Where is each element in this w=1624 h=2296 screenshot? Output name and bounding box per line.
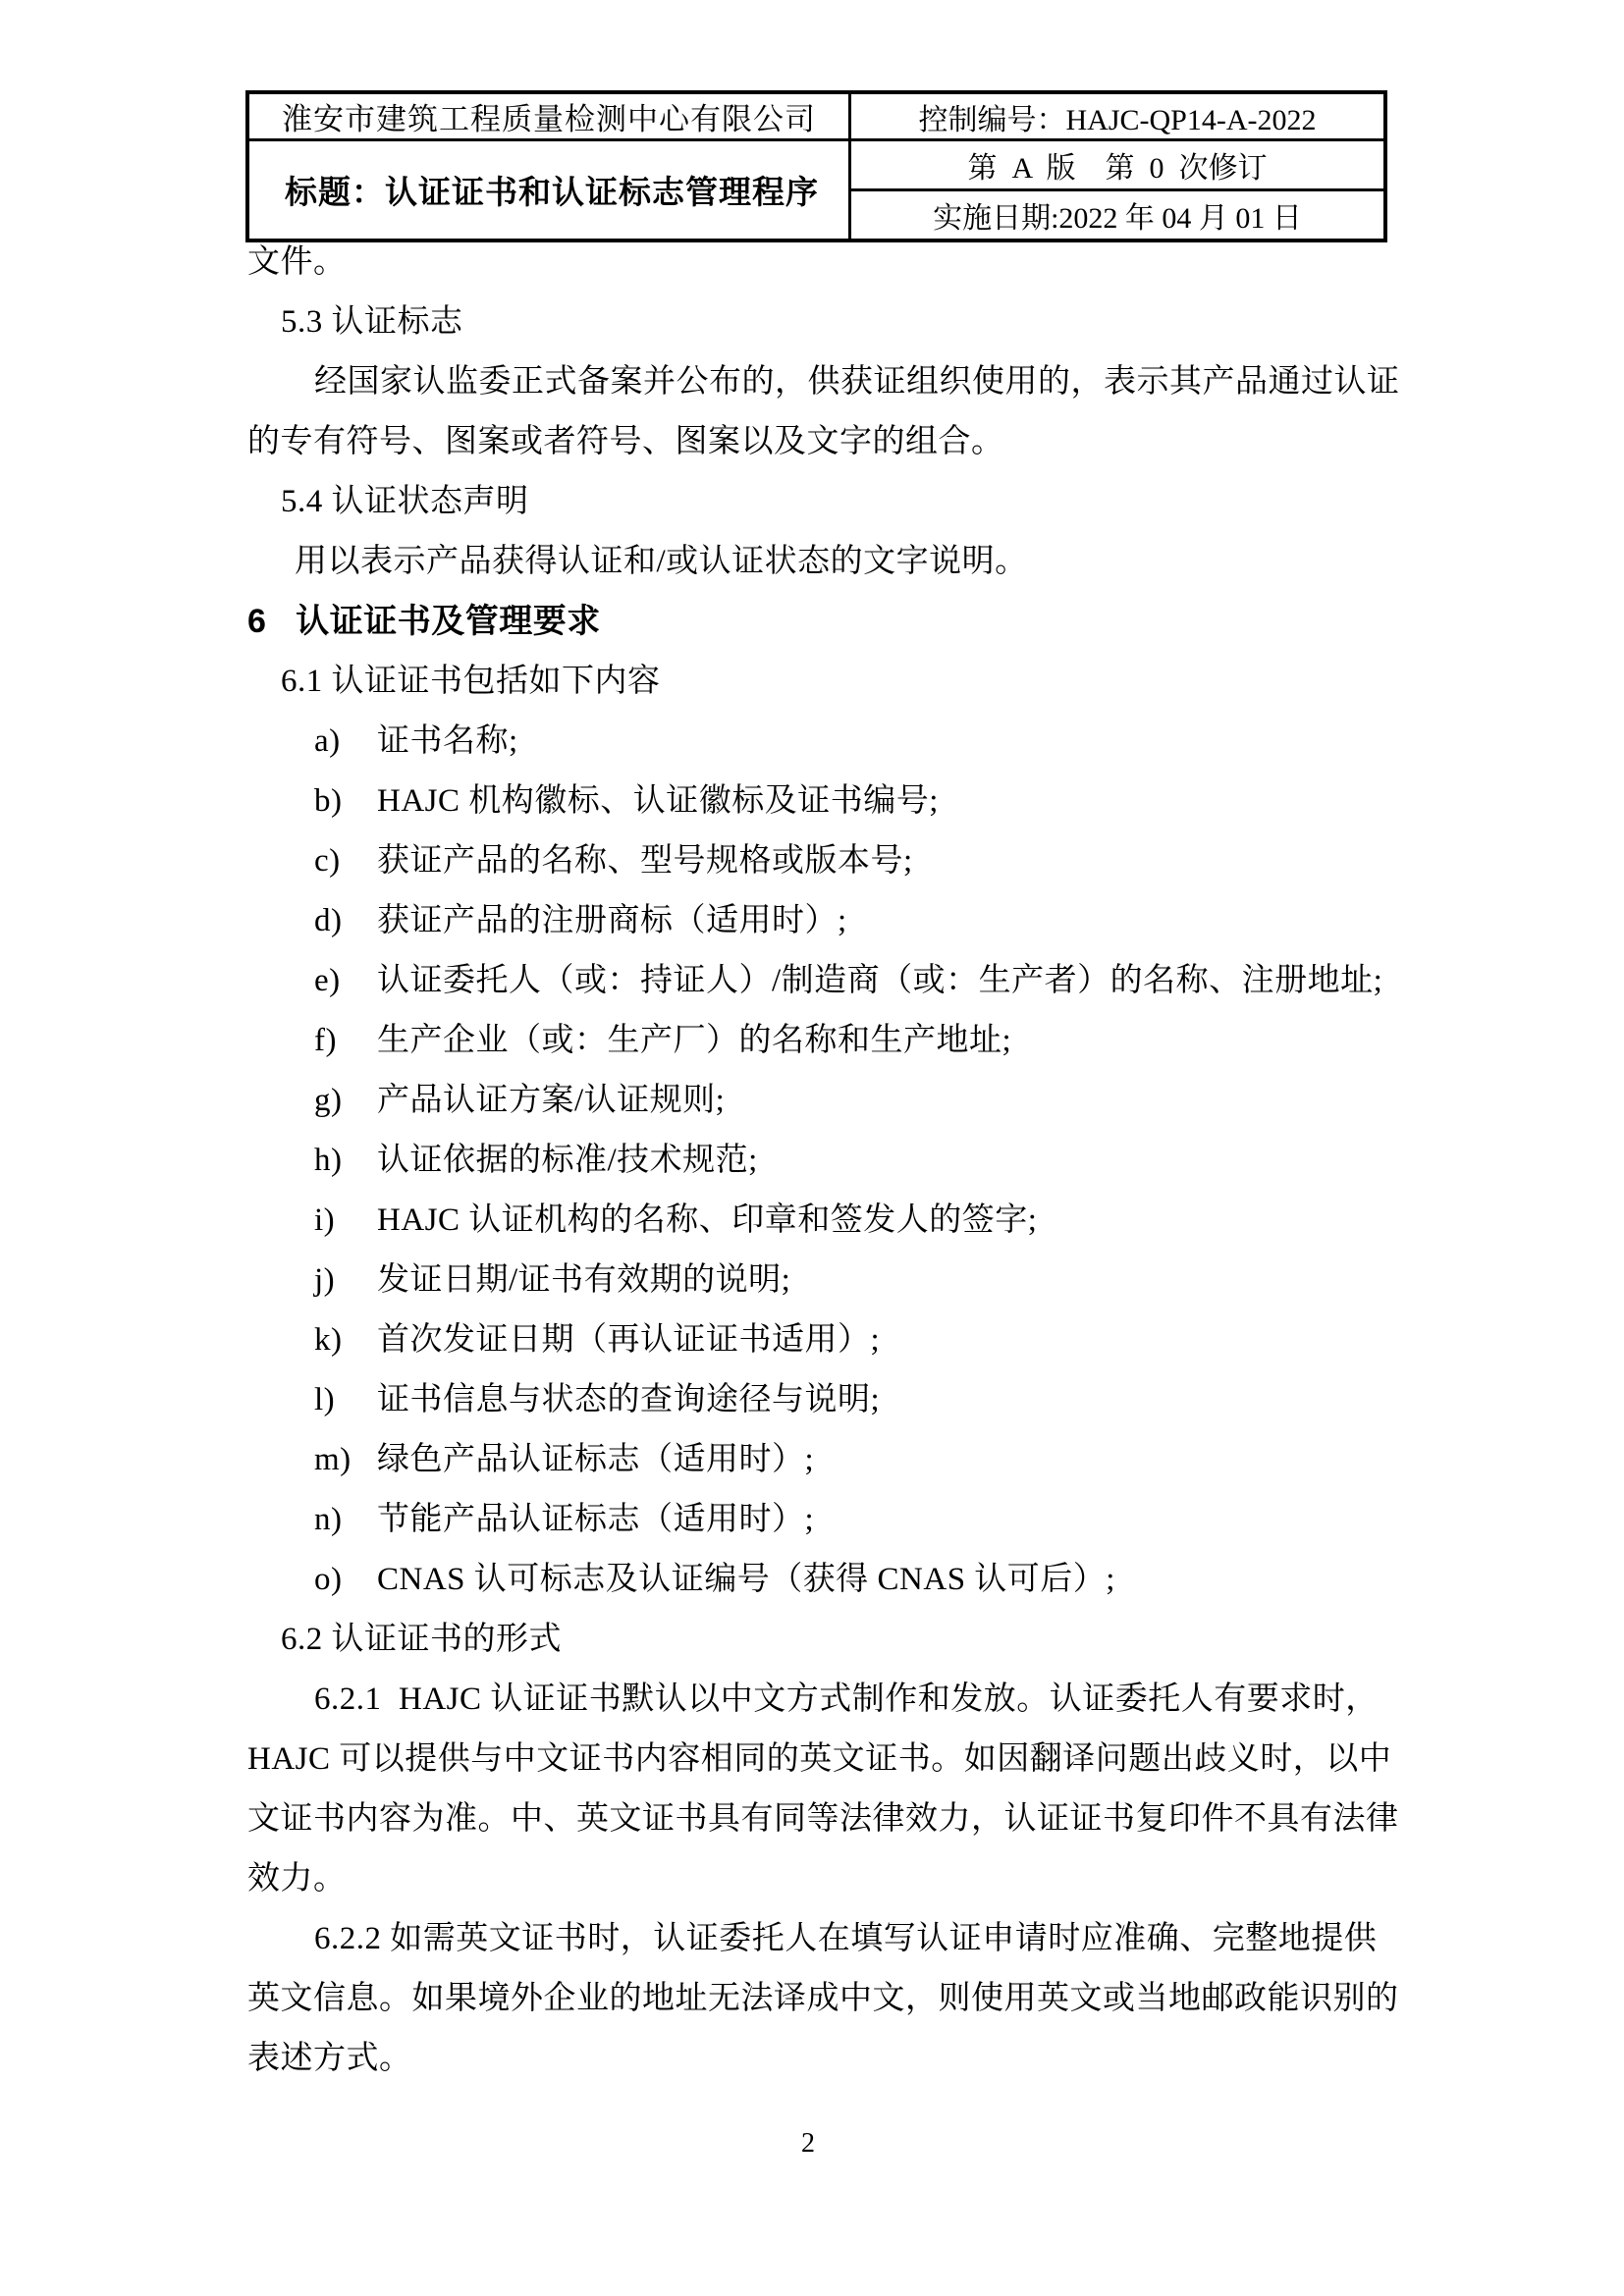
list-item	[314, 721, 518, 762]
revision-info: 第 A 版 第 0 次修订	[850, 140, 1386, 190]
list-item-letter: n)	[314, 1502, 343, 1537]
list-item-text: 发证日期/证书有效期的说明;	[377, 1262, 791, 1298]
list-item	[314, 1559, 1115, 1600]
text-line: 6.2.1 HAJC 认证证书默认以中文方式制作和发放。认证委托人有要求时，	[314, 1682, 1379, 1717]
list-item	[314, 1259, 790, 1301]
list-item-text: 获证产品的注册商标（适用时）;	[377, 903, 847, 938]
list-item-text: 证书名称;	[377, 723, 518, 759]
list-item	[314, 1379, 880, 1420]
list-item-letter: c)	[314, 843, 341, 879]
list-item-text: 产品认证方案/认证规则;	[377, 1083, 726, 1118]
list-item-text: 证书信息与状态的查询途径与说明;	[377, 1382, 881, 1417]
list-item	[314, 1140, 758, 1181]
list-item-text: 绿色产品认证标志（适用时）;	[377, 1442, 815, 1477]
control-number: 控制编号：HAJC-QP14-A-2022	[850, 92, 1386, 140]
implementation-date: 实施日期:2022 年 04 月 01 日	[850, 190, 1386, 241]
document-title: 标题：认证证书和认证标志管理程序	[247, 140, 850, 241]
list-item-letter: k)	[314, 1322, 343, 1358]
list-item	[314, 1439, 814, 1480]
list-item-text: 节能产品认证标志（适用时）;	[377, 1502, 815, 1537]
list-item-letter: j)	[314, 1262, 336, 1298]
list-item-letter: i)	[314, 1202, 336, 1238]
list-item	[314, 1080, 725, 1121]
text-line: 效力。	[247, 1861, 347, 1896]
list-item-letter: f)	[314, 1023, 337, 1058]
text-line: 表述方式。	[247, 2041, 412, 2076]
list-item-letter: d)	[314, 903, 343, 938]
list-item	[314, 840, 913, 881]
text-line: 用以表示产品获得认证和/或认证状态的文字说明。	[295, 544, 1028, 579]
text-line: 经国家认监委正式备案并公布的，供获证组织使用的，表示其产品通过认证	[314, 364, 1400, 400]
list-item-text: 生产企业（或：生产厂）的名称和生产地址;	[377, 1023, 1012, 1058]
header-table	[245, 90, 1387, 242]
list-item-letter: l)	[314, 1382, 336, 1417]
list-item-text: 认证依据的标准/技术规范;	[377, 1143, 758, 1178]
list-item	[314, 1020, 1011, 1061]
list-item	[314, 1319, 880, 1361]
list-item-text: HAJC 认证机构的名称、印章和签发人的签字;	[377, 1202, 1038, 1238]
text-line: 6.1 认证证书包括如下内容	[281, 664, 661, 699]
company-name: 淮安市建筑工程质量检测中心有限公司	[247, 92, 850, 140]
text-line: 6.2.2 如需英文证书时，认证委托人在填写认证申请时应准确、完整地提供	[314, 1921, 1378, 1956]
list-item-text: 认证委托人（或：持证人）/制造商（或：生产者）的名称、注册地址;	[377, 963, 1383, 998]
list-item-letter: b)	[314, 783, 343, 819]
list-item-letter: e)	[314, 963, 341, 998]
list-item-letter: m)	[314, 1442, 352, 1477]
list-item	[314, 1200, 1037, 1241]
list-item-letter: a)	[314, 723, 341, 759]
list-item-text: 首次发证日期（再认证证书适用）;	[377, 1322, 881, 1358]
text-line: 的专有符号、图案或者符号、图案以及文字的组合。	[247, 424, 1004, 459]
list-item-letter: o)	[314, 1562, 343, 1597]
text-line: 文件。	[247, 244, 347, 280]
list-item	[314, 1499, 814, 1540]
list-item-text: 获证产品的名称、型号规格或版本号;	[377, 843, 913, 879]
text-line: 英文信息。如果境外企业的地址无法译成中文，则使用英文或当地邮政能识别的	[247, 1981, 1399, 2016]
page-number: 2	[801, 2128, 815, 2159]
list-item-letter: g)	[314, 1083, 343, 1118]
text-line: 文证书内容为准。中、英文证书具有同等法律效力，认证证书复印件不具有法律	[247, 1801, 1399, 1837]
list-item	[314, 780, 939, 822]
text-line: 6.2 认证证书的形式	[281, 1622, 562, 1657]
text-line: HAJC 可以提供与中文证书内容相同的英文证书。如因翻译问题出歧义时，以中	[247, 1741, 1392, 1777]
list-item	[314, 900, 847, 941]
section-heading: 6 认证证书及管理要求	[247, 603, 601, 640]
text-line: 5.4 认证状态声明	[281, 484, 529, 519]
list-item-letter: h)	[314, 1143, 343, 1178]
list-item	[314, 960, 1382, 1001]
list-item-text: CNAS 认可标志及认证编号（获得 CNAS 认可后）;	[377, 1562, 1115, 1597]
text-line: 5.3 认证标志	[281, 304, 463, 340]
list-item-text: HAJC 机构徽标、认证徽标及证书编号;	[377, 783, 939, 819]
